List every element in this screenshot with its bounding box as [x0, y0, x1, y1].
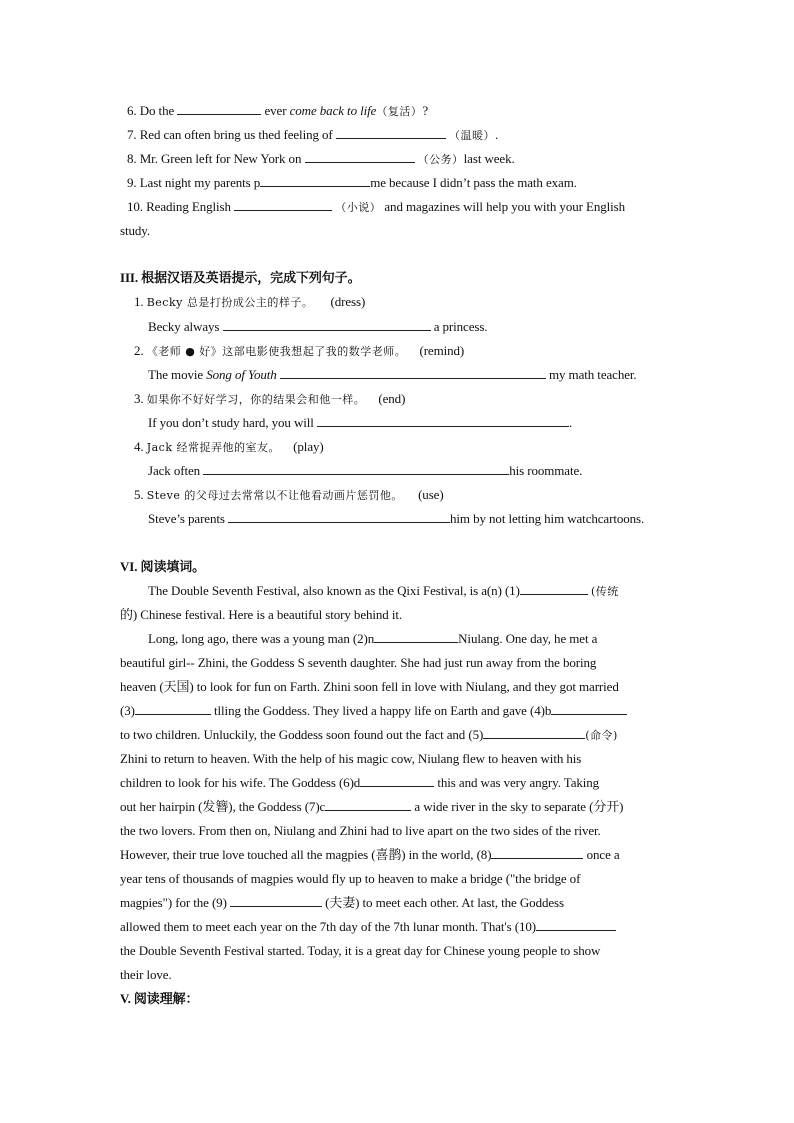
sentence-1-prompt [134, 293, 365, 311]
english-hint: (use) [418, 487, 444, 502]
chinese-prompt: Becky 总是打扮成公主的样子。 [146, 296, 314, 309]
passage-line [148, 630, 597, 647]
section-title: III. 根据汉语及英语提示，完成下列句子。 [120, 270, 361, 285]
chinese-hint: （温暖） [448, 129, 495, 142]
sentence-text: . [568, 415, 573, 430]
english-hint: (dress) [330, 294, 366, 309]
sentence-5-answer [148, 510, 644, 527]
question-text: Mr. Green left for New York on [139, 151, 302, 166]
chinese-prompt: 如果你不好好学习，你的结果会和他一样。 [146, 393, 366, 406]
italic-phrase: come back to life [289, 103, 377, 118]
passage-line [120, 846, 620, 863]
item-number: 3. [134, 391, 144, 406]
sentence-text: Jack often [148, 463, 201, 478]
passage-line [120, 918, 616, 935]
passage-text: once a [586, 847, 620, 862]
question-text: Last night my parents p [139, 175, 261, 190]
passage-text: out her hairpin (发簪), the Goddess (7)c [120, 799, 326, 814]
answer-blank[interactable] [317, 414, 569, 427]
question-text: ever [264, 103, 287, 118]
answer-blank[interactable] [177, 102, 261, 115]
sentence-4-prompt [134, 438, 324, 456]
chinese-prompt: 《老师 ● 好》这部电影使我想起了我的数学老师。 [146, 345, 407, 358]
answer-blank-10[interactable] [536, 918, 616, 931]
answer-blank-8[interactable] [491, 846, 583, 859]
sentence-text: my math teacher. [549, 367, 637, 382]
passage-line: Zhini to return to heaven. With the help of his magic cow, Niulang flew to heaven with his [120, 751, 582, 766]
chinese-prompt: Steve 的父母过去常常以不让他看动画片惩罚他。 [146, 489, 403, 502]
passage-text: However, their true love touched all the magpies (喜鹊) in the world, (8) [120, 847, 492, 862]
passage-text: this and was very angry. Taking [437, 775, 600, 790]
passage-line: the two lovers. From then on, Niulang and Zhini had to live apart on the two sides of the river. [120, 823, 601, 838]
answer-blank-4[interactable] [551, 702, 627, 715]
item-number: 1. [134, 294, 144, 309]
question-6 [127, 102, 428, 120]
answer-blank[interactable] [223, 318, 431, 331]
passage-text: The Double Seventh Festival, also known as the Qixi Festival, is a(n) (1) [148, 583, 520, 598]
passage-line [120, 726, 618, 744]
question-7 [127, 126, 498, 144]
question-9 [127, 174, 577, 191]
sentence-1-answer [148, 318, 487, 335]
passage-line: 的) Chinese festival. Here is a beautiful story behind it. [120, 607, 403, 622]
answer-blank-3[interactable] [135, 702, 211, 715]
question-number: 7. [127, 127, 137, 142]
question-text: last week. [463, 151, 515, 166]
item-number: 2. [134, 343, 144, 358]
passage-text: Long, long ago, there was a young man (2)n [148, 631, 375, 646]
passage-line: heaven (天国) to look for fun on Farth. Zhini soon fell in love with Niulang, and they got married [120, 679, 619, 694]
passage-line [120, 798, 623, 815]
answer-blank[interactable] [203, 462, 509, 475]
chinese-hint: （公务） [417, 153, 464, 166]
question-8 [127, 150, 515, 168]
answer-blank-7[interactable] [325, 798, 411, 811]
question-text: . [494, 127, 499, 142]
passage-line: their love. [120, 967, 172, 982]
english-hint: (remind) [419, 343, 465, 358]
passage-line [120, 702, 627, 719]
passage-text: magpies") for the (9) [120, 895, 227, 910]
answer-blank[interactable] [260, 174, 370, 187]
item-number: 4. [134, 439, 144, 454]
question-text: Red can often bring us thed feeling of [139, 127, 333, 142]
question-text: me because I didn’t pass the math exam. [370, 175, 577, 190]
question-text: and magazines will help you with your English [384, 199, 626, 214]
chinese-hint: （复活） [376, 105, 423, 118]
answer-blank-9[interactable] [230, 894, 322, 907]
chinese-prompt: Jack 经常捉弄他的室友。 [146, 441, 281, 454]
question-number: 8. [127, 151, 137, 166]
english-hint: (play) [293, 439, 324, 454]
section-title: VI. 阅读填词。 [120, 559, 206, 574]
section-title: V. 阅读理解： [120, 991, 199, 1006]
answer-blank-2[interactable] [374, 630, 458, 643]
answer-blank-6[interactable] [360, 774, 434, 787]
movie-title: Song of Youth [206, 367, 277, 382]
question-text-continued: study. [120, 223, 150, 238]
answer-blank[interactable] [228, 510, 450, 523]
sentence-text: The movie [148, 367, 204, 382]
chinese-hint: （小说） [335, 201, 382, 214]
answer-blank-5[interactable] [483, 726, 585, 739]
passage-line [120, 894, 564, 911]
answer-blank[interactable] [234, 198, 332, 211]
sentence-text: Steve’s parents [148, 511, 225, 526]
passage-line: year tens of thousands of magpies would fly up to heaven to make a bridge ("the bridge of [120, 871, 581, 886]
answer-blank[interactable] [305, 150, 415, 163]
passage-line [148, 582, 619, 600]
passage-text: (命令) [585, 729, 618, 742]
passage-line: the Double Seventh Festival started. Today, it is a great day for Chinese young people to show [120, 943, 601, 958]
question-number: 10. [127, 199, 143, 214]
sentence-text: a princess. [433, 319, 488, 334]
question-text: Reading English [146, 199, 231, 214]
question-number: 6. [127, 103, 137, 118]
sentence-3-prompt [134, 390, 405, 408]
passage-text: (传统 [590, 585, 619, 598]
answer-blank[interactable] [336, 126, 446, 139]
sentence-4-answer [148, 462, 582, 479]
passage-text: to two children. Unluckily, the Goddess soon found out the fact and (5) [120, 727, 484, 742]
passage-text: tlling the Goddess. They lived a happy life on Earth and gave (4)b [214, 703, 552, 718]
sentence-text: his roommate. [509, 463, 583, 478]
sentence-text: If you don’t study hard, you will [148, 415, 314, 430]
passage-text: (夫妻) to meet each other. At last, the Goddess [325, 895, 564, 910]
answer-blank[interactable] [280, 366, 546, 379]
question-number: 9. [127, 175, 137, 190]
passage-text: a wide river in the sky to separate (分开) [414, 799, 624, 814]
answer-blank-1[interactable] [520, 582, 588, 595]
passage-line [120, 774, 599, 791]
question-text: Do the [139, 103, 175, 118]
item-number: 5. [134, 487, 144, 502]
english-hint: (end) [378, 391, 406, 406]
sentence-2-answer [148, 366, 637, 383]
sentence-3-answer [148, 414, 572, 431]
sentence-2-prompt [134, 342, 464, 360]
question-10 [127, 198, 625, 216]
passage-text: Niulang. One day, he met a [458, 631, 598, 646]
sentence-text: Becky always [148, 319, 220, 334]
passage-text: allowed them to meet each year on the 7th day of the 7th lunar month. That's (10) [120, 919, 537, 934]
sentence-text: him by not letting him watchcartoons. [450, 511, 645, 526]
passage-text: children to look for his wife. The Goddess (6)d [120, 775, 361, 790]
passage-line: beautiful girl-- Zhini, the Goddess S seventh daughter. She had just run away from the boring [120, 655, 597, 670]
question-text: ? [422, 103, 429, 118]
passage-text: (3) [120, 703, 135, 718]
sentence-5-prompt [134, 486, 444, 504]
